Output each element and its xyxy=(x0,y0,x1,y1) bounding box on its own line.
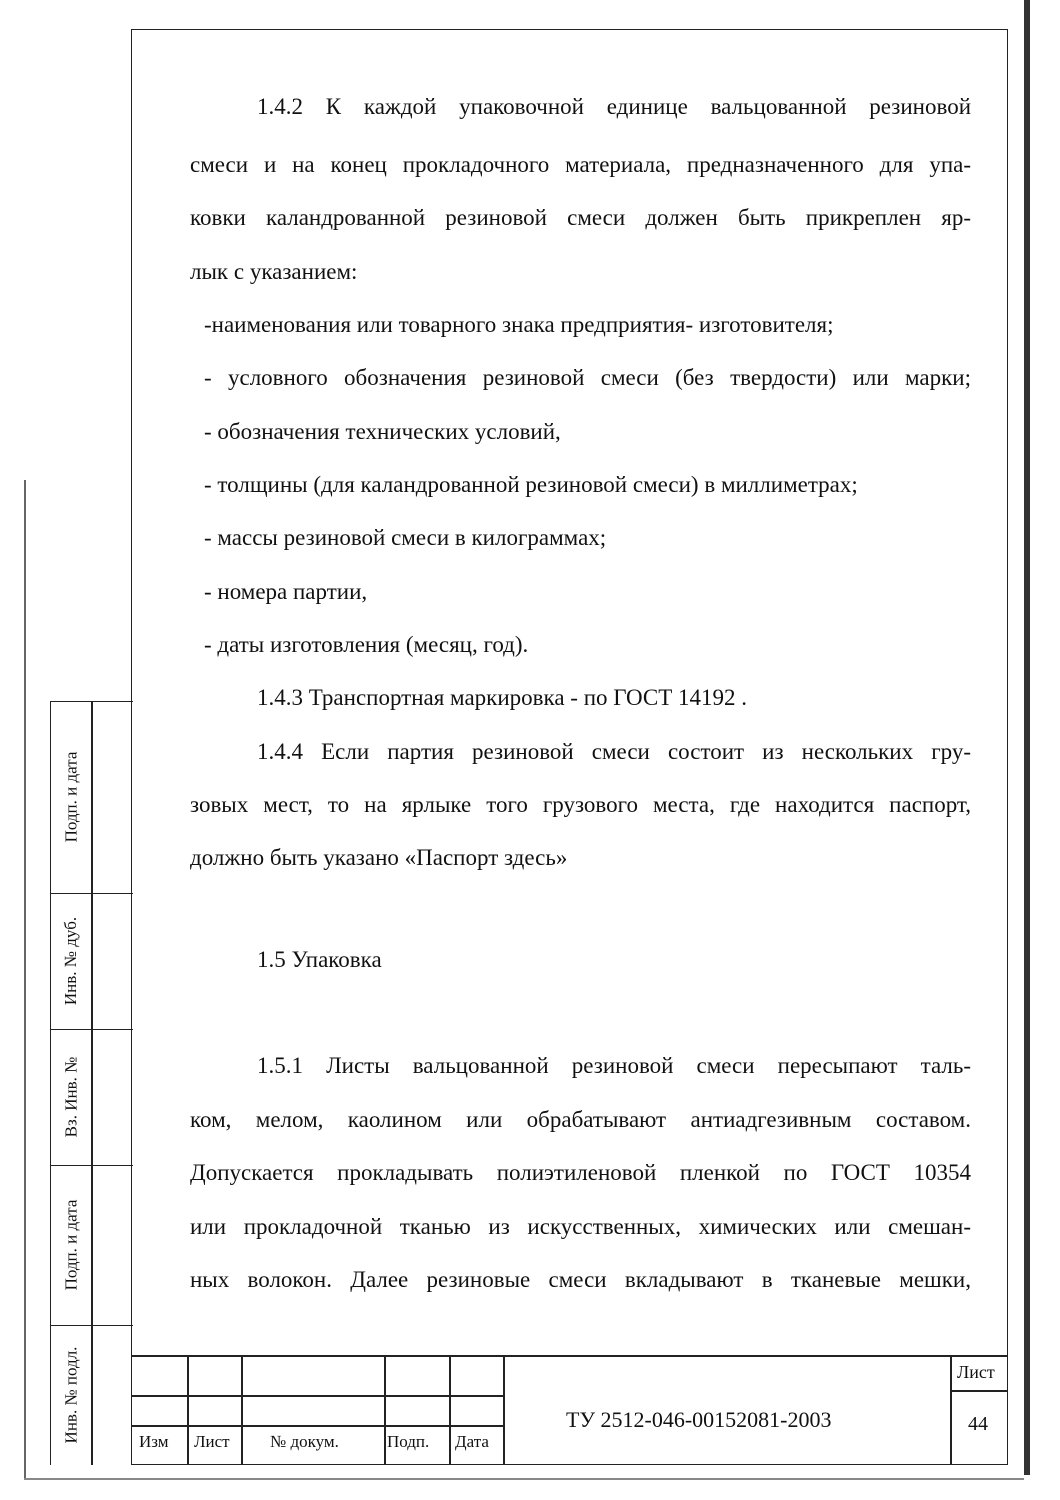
paragraph-line: 1.5.1 Листы вальцованной резиновой смеси пересыпают таль- xyxy=(257,1053,971,1078)
title-block-line xyxy=(131,1355,1008,1357)
title-block-line xyxy=(187,1355,189,1465)
column-label-data: Дата xyxy=(455,1432,489,1451)
paragraph-line: ковки каландрованной резиновой смеси должен быть прикреплен яр- xyxy=(190,205,971,230)
paragraph-line: лык с указанием: xyxy=(190,259,358,284)
list-item: -наименования или товарного знака предприятия- изготовителя; xyxy=(204,312,834,337)
side-stamp xyxy=(50,701,132,1465)
side-stamp-divider xyxy=(91,701,93,1465)
paragraph-line: Допускается прокладывать полиэтиленовой пленкой по ГОСТ 10354 xyxy=(190,1160,971,1185)
title-block-line xyxy=(950,1355,952,1465)
paragraph-line: смеси и на конец прокладочного материала, предназначенного для упа- xyxy=(190,152,971,177)
document-number: ТУ 2512-046-00152081-2003 xyxy=(566,1407,832,1432)
sheet-label: Лист xyxy=(957,1362,995,1382)
side-label: Инв. № подл. xyxy=(61,1346,80,1444)
paragraph-line: 1.4.4 Если партия резиновой смеси состоит из нескольких гру- xyxy=(257,739,971,764)
list-item: - условного обозначения резиновой смеси (без твердости) или марки; xyxy=(204,365,971,390)
paragraph-line: ком, мелом, каолином или обрабатывают антиадгезивным составом. xyxy=(190,1107,971,1132)
paragraph-line: или прокладочной тканью из искусственных, химических или смешан- xyxy=(190,1214,971,1239)
column-label-podp: Подп. xyxy=(387,1432,430,1451)
list-item: - номера партии, xyxy=(204,579,368,604)
side-label: Подп. и дата xyxy=(61,751,81,843)
side-label: Вз. Инв. № xyxy=(61,1056,80,1138)
list-item: - толщины (для каландрованной резиновой смеси) в миллиметрах; xyxy=(204,472,858,497)
scan-edge xyxy=(1024,0,1030,1475)
scan-edge xyxy=(24,480,26,1480)
title-block-line xyxy=(950,1390,1008,1392)
paragraph-line: ных волокон. Далее резиновые смеси вкладывают в тканевые мешки, xyxy=(190,1267,971,1292)
side-label: Инв. № дуб. xyxy=(61,916,81,1006)
paragraph-line: зовых мест, то на ярлыке того грузового места, где находится паспорт, xyxy=(190,792,971,817)
section-heading: 1.5 Упаковка xyxy=(257,947,382,972)
title-block-line xyxy=(384,1355,386,1465)
paragraph-line: должно быть указано «Паспорт здесь» xyxy=(190,845,568,870)
column-label-dokum: № докум. xyxy=(270,1432,339,1451)
title-block-line xyxy=(503,1355,505,1465)
column-label-izm: Изм xyxy=(139,1432,169,1451)
list-item: - массы резиновой смеси в килограммах; xyxy=(204,525,607,550)
title-block-line xyxy=(241,1355,243,1465)
sheet-number: 44 xyxy=(968,1413,988,1435)
paragraph-line: 1.4.3 Транспортная маркировка - по ГОСТ 14192 . xyxy=(257,685,748,710)
side-label: Подп. и дата xyxy=(61,1199,81,1291)
list-item: - обозначения технических условий, xyxy=(204,419,561,444)
paragraph-line: 1.4.2 К каждой упаковочной единице вальцованной резиновой xyxy=(257,94,971,119)
list-item: - даты изготовления (месяц, год). xyxy=(204,632,529,657)
column-label-list: Лист xyxy=(194,1432,230,1451)
title-block-line xyxy=(449,1355,451,1465)
scan-edge xyxy=(24,1478,1024,1480)
